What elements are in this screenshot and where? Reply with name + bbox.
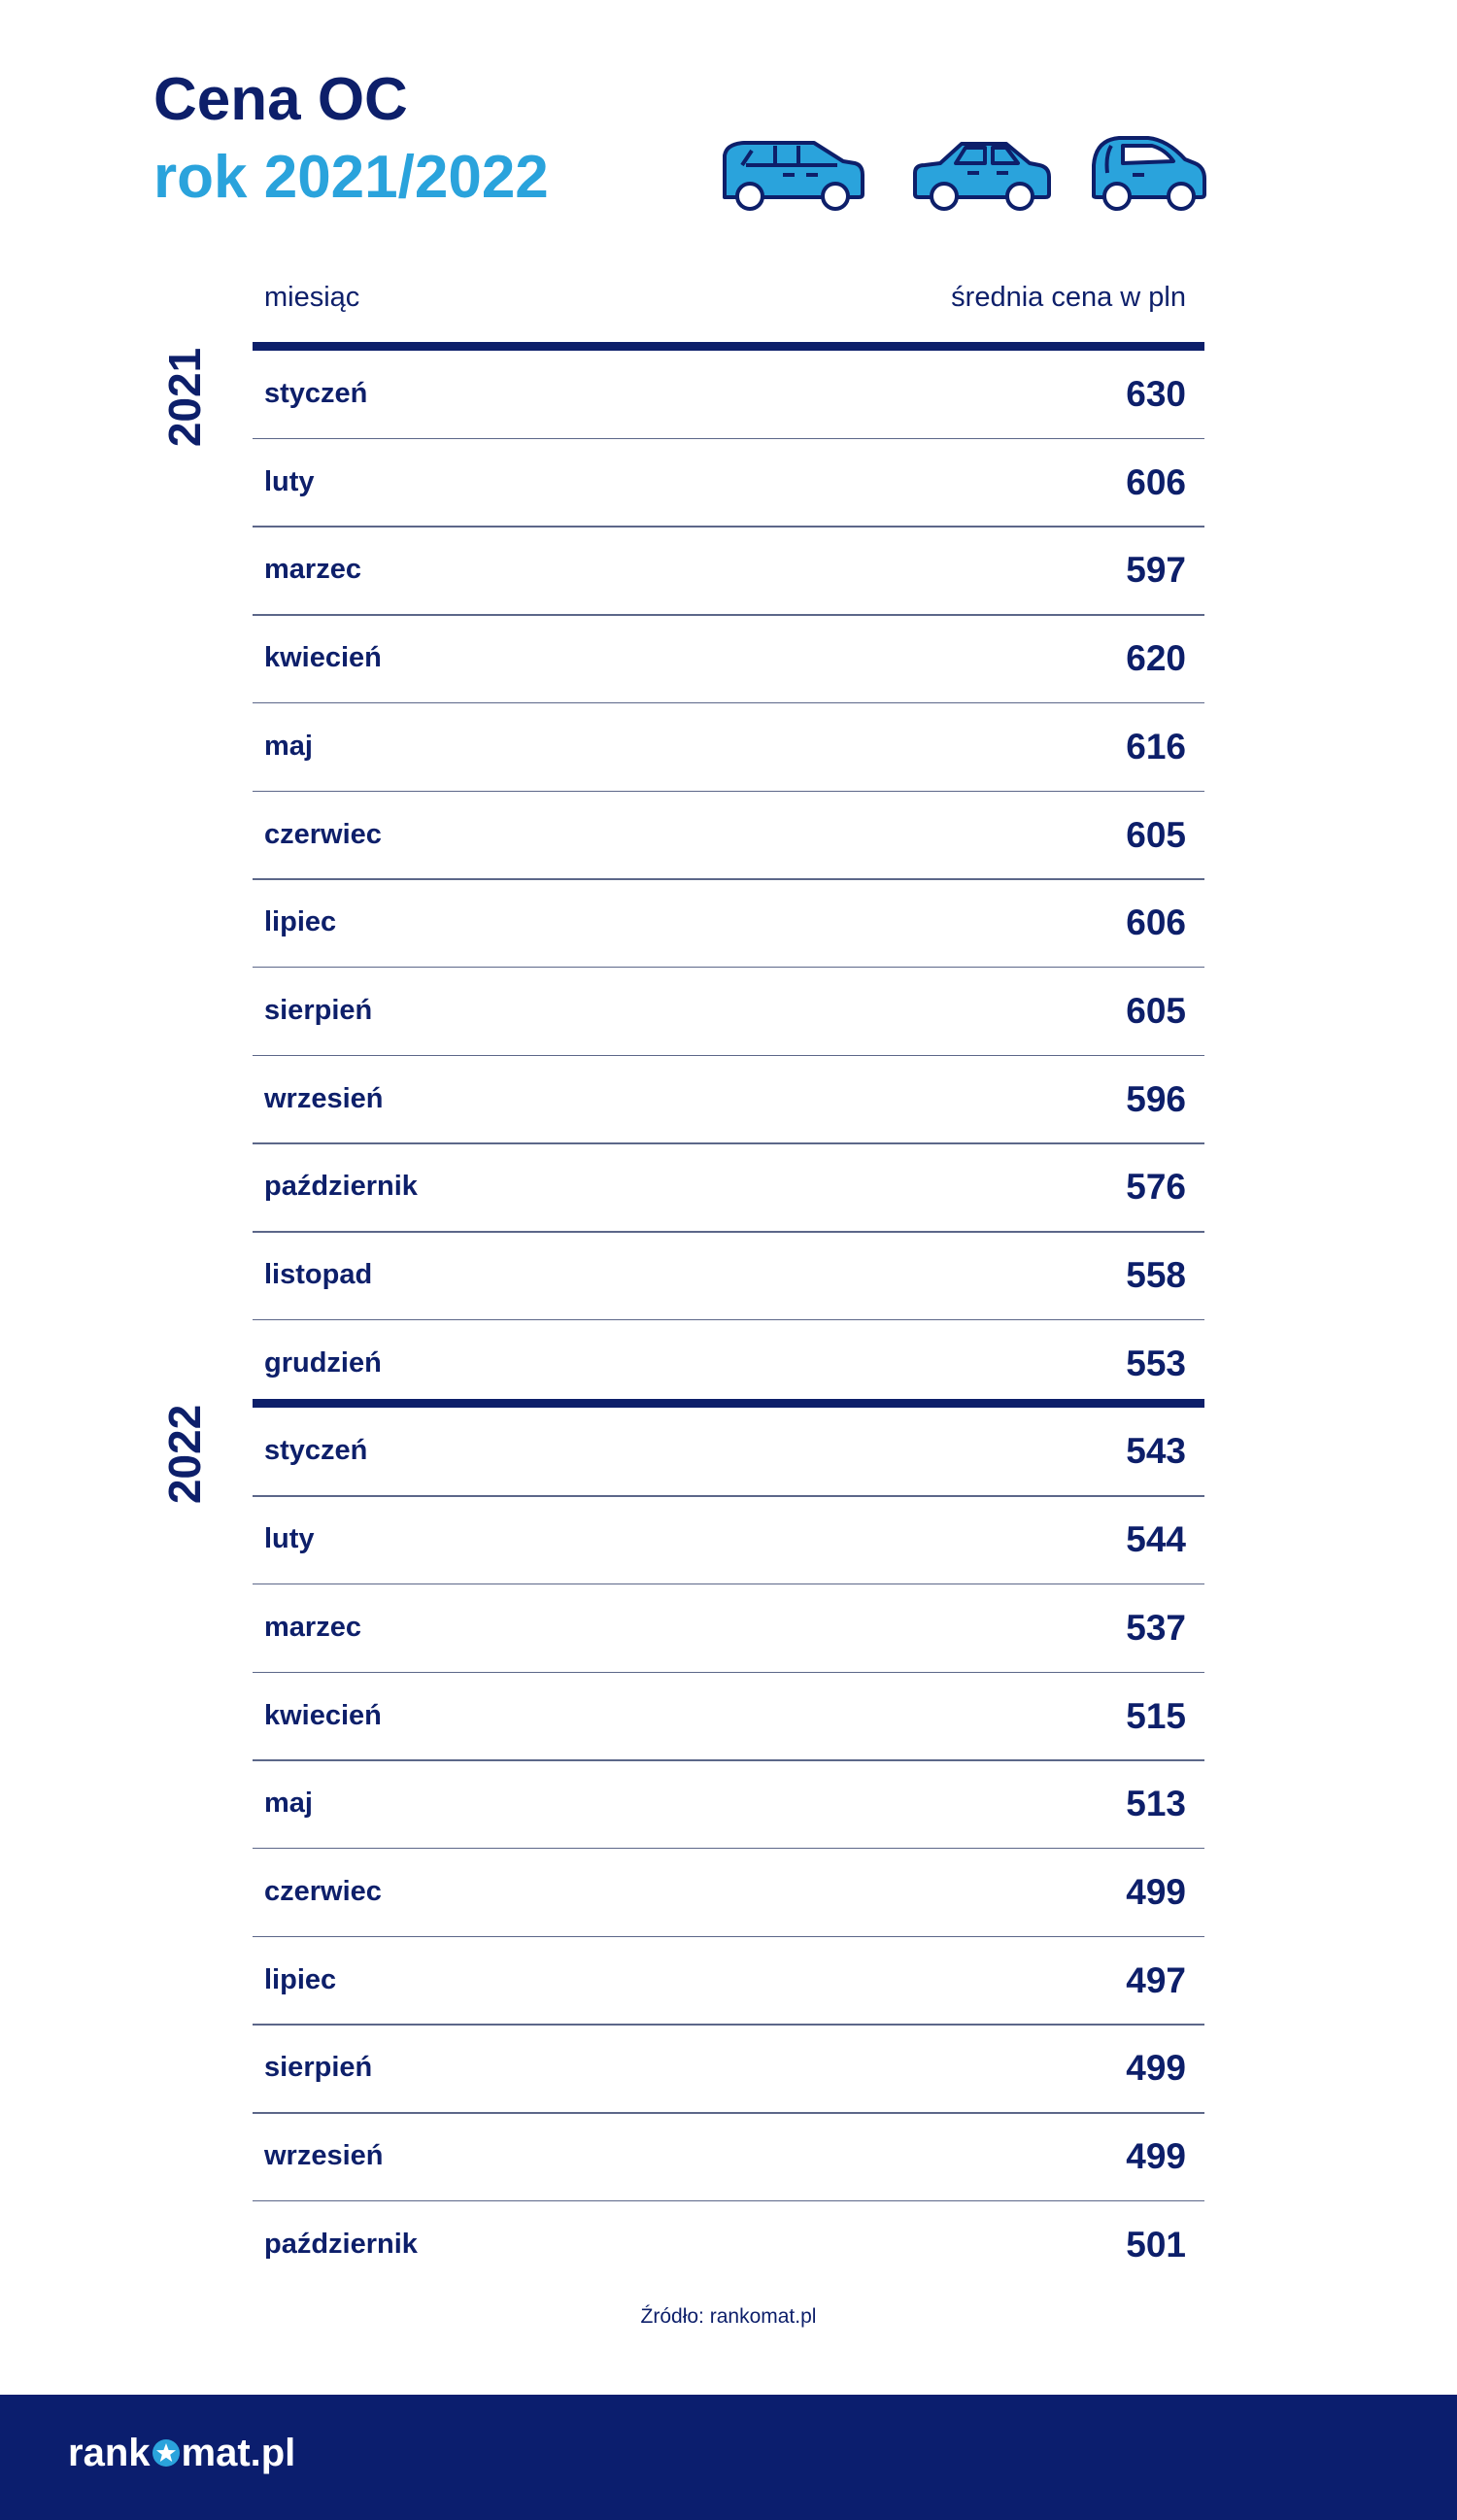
month-label: sierpień xyxy=(264,994,373,1026)
column-header-month: miesiąc xyxy=(264,282,360,313)
price-value: 597 xyxy=(1126,550,1186,591)
month-label: wrzesień xyxy=(264,2140,384,2171)
title-line-2: rok 2021/2022 xyxy=(153,144,549,211)
month-label: listopad xyxy=(264,1259,373,1290)
row-divider xyxy=(253,1759,1204,1761)
row-divider xyxy=(253,1584,1204,1585)
month-label: styczeń xyxy=(264,1435,368,1467)
month-label: czerwiec xyxy=(264,818,382,850)
month-label: wrzesień xyxy=(264,1082,384,1114)
group-divider xyxy=(253,342,1204,351)
row-divider xyxy=(253,526,1204,528)
logo-text-left: rank xyxy=(68,2432,151,2474)
footer-bar xyxy=(0,2395,1457,2520)
row-divider xyxy=(253,702,1204,704)
month-label: maj xyxy=(264,1788,313,1820)
row-divider xyxy=(253,1936,1204,1938)
row-divider xyxy=(253,1848,1204,1850)
row-divider xyxy=(253,2112,1204,2114)
group-divider xyxy=(253,1399,1204,1408)
price-value: 596 xyxy=(1126,1078,1186,1119)
source-note: Źródło: rankomat.pl xyxy=(640,2305,817,2328)
row-divider xyxy=(253,1495,1204,1497)
price-value: 499 xyxy=(1126,2048,1186,2089)
row-divider xyxy=(253,1231,1204,1233)
price-value: 606 xyxy=(1126,902,1186,943)
row-divider xyxy=(253,878,1204,880)
month-label: marzec xyxy=(264,1611,361,1643)
price-value: 515 xyxy=(1126,1695,1186,1736)
month-label: lipiec xyxy=(264,906,337,938)
row-divider xyxy=(253,967,1204,969)
month-label: marzec xyxy=(264,554,361,586)
price-value: 620 xyxy=(1126,638,1186,679)
row-divider xyxy=(253,1142,1204,1144)
row-divider xyxy=(253,438,1204,440)
price-value: 558 xyxy=(1126,1255,1186,1295)
price-value: 576 xyxy=(1126,1167,1186,1208)
hatchback-car-icon xyxy=(1094,138,1204,209)
month-label: luty xyxy=(264,465,315,497)
month-label: październik xyxy=(264,2228,418,2260)
price-value: 497 xyxy=(1126,1959,1186,2000)
row-divider xyxy=(253,2200,1204,2202)
price-value: 543 xyxy=(1126,1431,1186,1472)
row-divider xyxy=(253,1319,1204,1321)
month-label: luty xyxy=(264,1523,315,1555)
car-icons xyxy=(717,126,1212,214)
price-value: 499 xyxy=(1126,2136,1186,2176)
month-label: lipiec xyxy=(264,1963,337,1995)
price-value: 605 xyxy=(1126,814,1186,855)
price-value: 553 xyxy=(1126,1343,1186,1383)
month-label: kwiecień xyxy=(264,642,382,674)
price-value: 499 xyxy=(1126,1871,1186,1912)
logo-text-right: mat.pl xyxy=(181,2432,296,2474)
price-value: 616 xyxy=(1126,726,1186,766)
year-label: 2021 xyxy=(159,347,210,448)
sedan-car-icon xyxy=(915,144,1049,209)
rankomat-logo xyxy=(68,2434,295,2472)
month-label: maj xyxy=(264,730,313,762)
price-value: 606 xyxy=(1126,461,1186,502)
month-label: sierpień xyxy=(264,2052,373,2084)
row-divider xyxy=(253,791,1204,793)
month-label: styczeń xyxy=(264,378,368,409)
row-divider xyxy=(253,1055,1204,1057)
price-value: 501 xyxy=(1126,2224,1186,2265)
month-label: grudzień xyxy=(264,1346,382,1379)
star-icon xyxy=(152,2438,181,2468)
year-label: 2022 xyxy=(159,1405,210,1505)
price-value: 537 xyxy=(1126,1607,1186,1648)
month-label: kwiecień xyxy=(264,1699,382,1731)
price-value: 513 xyxy=(1126,1784,1186,1824)
month-label: czerwiec xyxy=(264,1875,382,1907)
row-divider xyxy=(253,614,1204,616)
price-value: 630 xyxy=(1126,374,1186,414)
title-line-1: Cena OC xyxy=(153,66,408,133)
month-label: październik xyxy=(264,1171,418,1203)
row-divider xyxy=(253,1672,1204,1674)
column-header-price: średnia cena w pln xyxy=(951,282,1186,313)
station-wagon-car-icon xyxy=(725,143,863,209)
row-divider xyxy=(253,2024,1204,2026)
price-value: 605 xyxy=(1126,990,1186,1031)
price-value: 544 xyxy=(1126,1519,1186,1560)
